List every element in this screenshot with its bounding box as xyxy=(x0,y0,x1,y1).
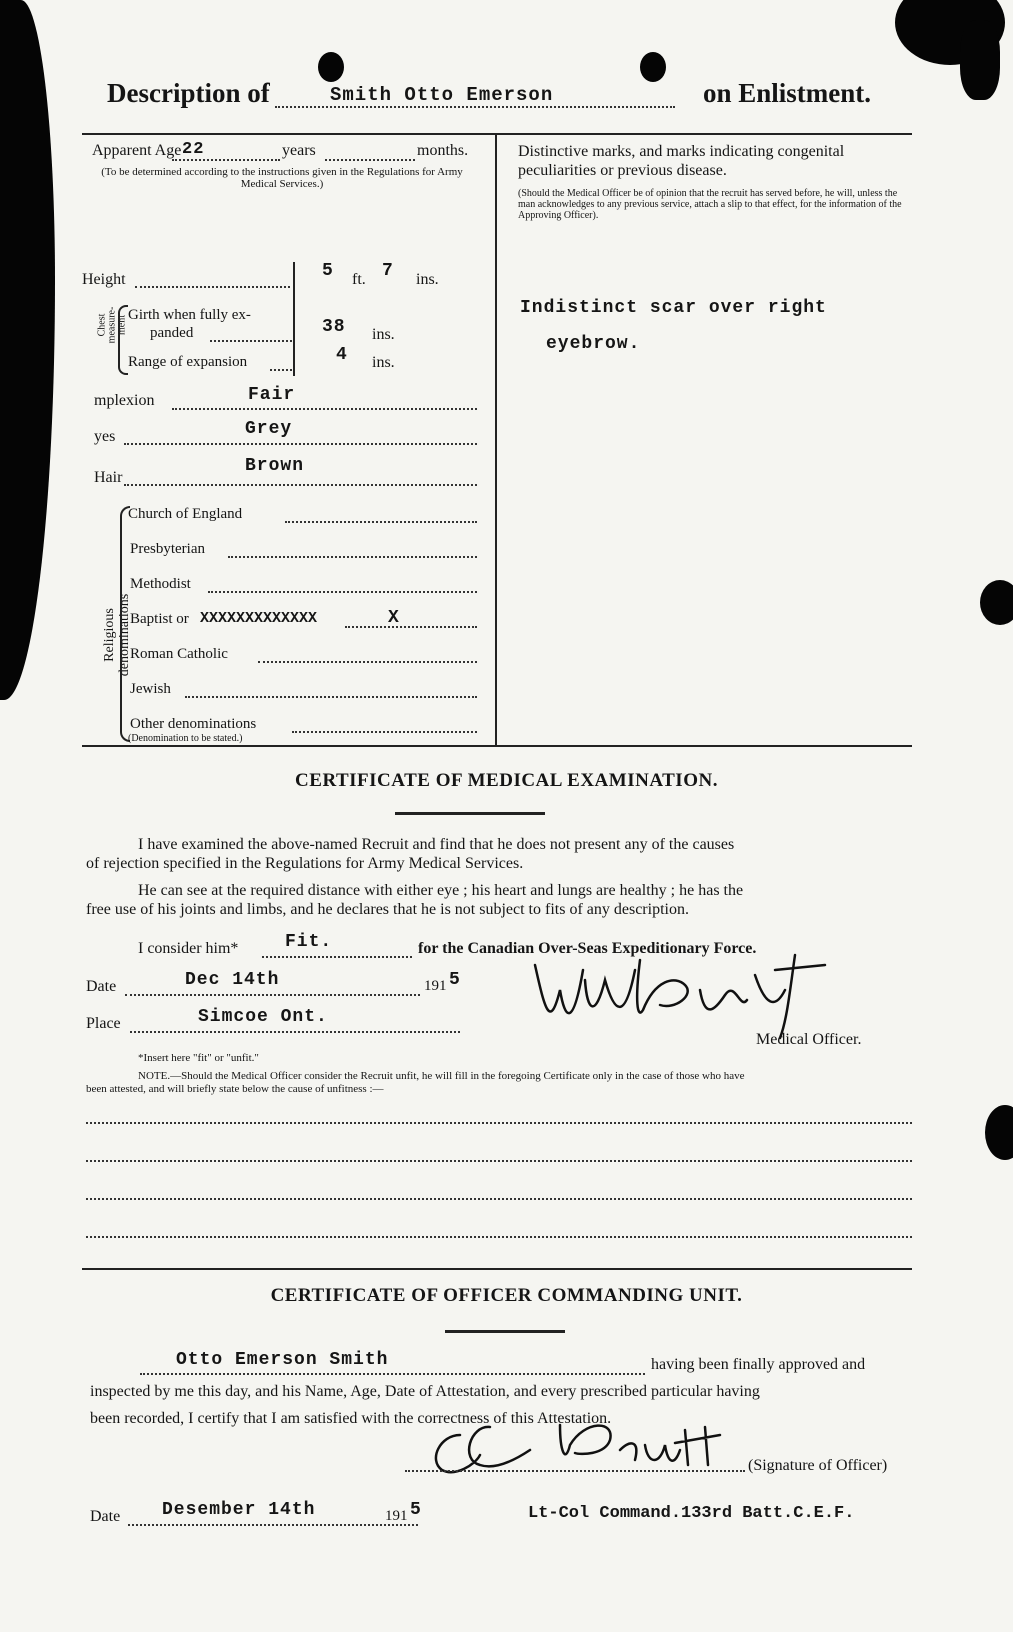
place-label: Place xyxy=(86,1015,121,1032)
unfit-note-line1: NOTE.—Should the Medical Officer consider the Recruit unfit, he will fill in the foregoing Certificate only in the case of those who have xyxy=(138,1070,745,1082)
range-label: Range of expansion xyxy=(128,354,248,370)
age-note: (To be determined according to the instructions given in the Regulations for Army Medical Services.) xyxy=(101,166,463,190)
officer-signature-label: (Signature of Officer) xyxy=(748,1457,888,1474)
hair-line xyxy=(124,484,477,486)
range-line xyxy=(270,369,292,371)
marks-note: (Should the Medical Officer be of opinion that the recruit has served before, he will, unless the man acknowledges to any previous service, attach a slip to that effect, for the information of the Approving Officer). xyxy=(518,188,902,221)
medical-para1-line1: I have examined the above-named Recruit and find that he does not present any of the causes xyxy=(138,836,735,853)
unfit-note-line2: been attested, and will briefly state below the cause of unfitness :— xyxy=(86,1083,384,1095)
medical-date-label: Date xyxy=(86,978,117,995)
months-line xyxy=(325,159,415,161)
column-divider xyxy=(495,135,497,745)
religion-line-3 xyxy=(345,626,477,628)
medical-date-line xyxy=(125,994,420,996)
eyes-label: yes xyxy=(94,428,116,445)
marks-line-1: Indistinct scar over right xyxy=(520,298,827,318)
medical-officer-signature xyxy=(525,950,855,1040)
hole-punch-left xyxy=(318,52,344,82)
religion-other: Other denominations xyxy=(130,716,257,732)
officer-year-prefix: 191 xyxy=(385,1508,408,1524)
girth-label-2: panded xyxy=(150,325,194,341)
officer-date-line xyxy=(128,1524,418,1526)
ft-label: ft. xyxy=(352,271,366,288)
medical-year-prefix: 191 xyxy=(424,978,447,994)
baptist-mark: X xyxy=(388,608,400,628)
ink-blot-top-right-2 xyxy=(960,20,1000,100)
header-suffix: on Enlistment. xyxy=(703,78,872,108)
section-rule-top xyxy=(82,745,912,747)
header-name: Smith Otto Emerson xyxy=(330,84,554,106)
religion-presbyterian: Presbyterian xyxy=(130,541,205,557)
insert-note: *Insert here "fit" or "unfit." xyxy=(138,1052,259,1064)
consider-label: I consider him* xyxy=(138,940,239,957)
officer-cert-title-rule xyxy=(445,1330,565,1333)
height-label: Height xyxy=(82,271,126,288)
consider-suffix: for the Canadian Over-Seas Expeditionary Force. xyxy=(418,940,757,957)
officer-signature-line xyxy=(405,1470,745,1472)
religion-jewish: Jewish xyxy=(130,681,171,697)
hair-value: Brown xyxy=(245,456,305,476)
religion-baptist: Baptist or xyxy=(130,611,189,627)
medical-para1-line2: of rejection specified in the Regulations for Army Medical Services. xyxy=(86,855,524,872)
officer-cert-title: CERTIFICATE OF OFFICER COMMANDING UNIT. xyxy=(270,1285,743,1306)
range-value: 4 xyxy=(336,345,348,365)
eyes-value: Grey xyxy=(245,419,293,439)
baptist-overtype: XXXXXXXXXXXXX xyxy=(200,610,318,627)
religion-church-of-england: Church of England xyxy=(128,506,243,522)
officer-date-label: Date xyxy=(90,1508,121,1525)
header-name-line xyxy=(275,106,675,108)
religion-line-5 xyxy=(185,696,477,698)
height-line xyxy=(135,286,290,288)
religion-line-1 xyxy=(228,556,477,558)
chest-side-label: Chest measure-ment xyxy=(96,306,128,344)
section-rule-bottom xyxy=(82,1268,912,1270)
religion-line-6 xyxy=(292,731,477,733)
officer-command: Lt-Col Command.133rd Batt.C.E.F. xyxy=(528,1504,855,1523)
complexion-label: mplexion xyxy=(94,392,155,409)
consider-value: Fit. xyxy=(285,932,333,952)
medical-year-digit: 5 xyxy=(449,970,461,990)
religion-line-4 xyxy=(258,661,477,663)
unfitness-line-2 xyxy=(86,1160,912,1162)
age-value: 22 xyxy=(182,140,205,159)
religion-side-label: Religious denominations xyxy=(102,593,132,677)
girth-line xyxy=(210,340,292,342)
age-label: Apparent Age xyxy=(92,142,182,159)
unfitness-line-1 xyxy=(86,1122,912,1124)
officer-year-digit: 5 xyxy=(410,1500,422,1520)
officer-name-line xyxy=(140,1373,645,1375)
hair-label: Hair xyxy=(94,469,123,486)
ink-blot-right-2 xyxy=(985,1105,1013,1160)
girth-value: 38 xyxy=(322,317,346,337)
unfitness-line-4 xyxy=(86,1236,912,1238)
age-line xyxy=(172,159,280,161)
measure-divider xyxy=(293,262,295,376)
ink-blot-right-1 xyxy=(980,580,1013,625)
unfitness-line-3 xyxy=(86,1198,912,1200)
height-ins-label: ins. xyxy=(416,271,439,288)
height-ft-value: 5 xyxy=(322,261,334,281)
header-rule xyxy=(82,133,912,135)
religion-line-0 xyxy=(285,521,477,523)
medical-officer-label: Medical Officer. xyxy=(756,1031,862,1048)
ink-blot-left-edge xyxy=(0,0,55,700)
marks-line-2: eyebrow. xyxy=(546,334,641,354)
complexion-line xyxy=(172,408,477,410)
place-value: Simcoe Ont. xyxy=(198,1007,328,1027)
officer-cert-line1-suffix: having been finally approved and xyxy=(651,1356,866,1373)
officer-cert-line2: inspected by me this day, and his Name, Age, Date of Attestation, and every prescribed particular having xyxy=(90,1383,760,1400)
other-denomination-note: (Denomination to be stated.) xyxy=(128,733,243,744)
eyes-line xyxy=(124,443,477,445)
medical-title: CERTIFICATE OF MEDICAL EXAMINATION. xyxy=(295,770,718,791)
officer-cert-name: Otto Emerson Smith xyxy=(176,1350,389,1370)
officer-cert-line3: been recorded, I certify that I am satisfied with the correctness of this Attestation. xyxy=(90,1410,612,1427)
medical-date-value: Dec 14th xyxy=(185,970,280,990)
months-label: months. xyxy=(417,142,469,159)
consider-line xyxy=(262,956,412,958)
height-in-value: 7 xyxy=(382,261,394,281)
complexion-value: Fair xyxy=(248,385,296,405)
range-ins-label: ins. xyxy=(372,354,395,371)
years-label: years xyxy=(282,142,316,159)
medical-para2-line1: He can see at the required distance with either eye ; his heart and lungs are healthy ; he has the xyxy=(138,882,744,899)
hole-punch-right xyxy=(640,52,666,82)
medical-para2-line2: free use of his joints and limbs, and he declares that he is not subject to fits of any description. xyxy=(86,901,689,918)
religion-roman-catholic: Roman Catholic xyxy=(130,646,228,662)
header-prefix: Description of xyxy=(107,78,270,108)
medical-title-rule xyxy=(395,812,545,815)
place-line xyxy=(130,1031,460,1033)
religion-line-2 xyxy=(208,591,477,593)
religion-methodist: Methodist xyxy=(130,576,191,592)
girth-ins-label: ins. xyxy=(372,326,395,343)
chest-brace xyxy=(118,305,128,375)
girth-label-1: Girth when fully ex- xyxy=(128,307,251,323)
religion-brace xyxy=(120,506,130,742)
officer-date-value: Desember 14th xyxy=(162,1500,316,1520)
marks-heading: Distinctive marks, and marks indicating congenital peculiarities or previous disease. xyxy=(518,143,845,179)
